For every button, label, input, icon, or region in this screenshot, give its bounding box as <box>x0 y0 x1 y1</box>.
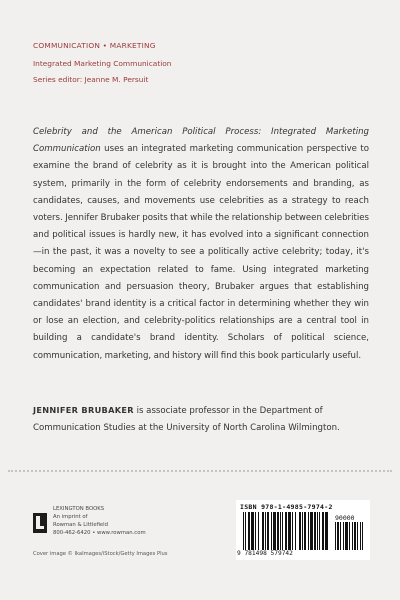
series-name: Integrated Marketing Communication <box>33 59 172 68</box>
author-bio <box>33 402 373 437</box>
publisher-logo-icon <box>33 513 47 533</box>
publisher-info <box>53 505 146 537</box>
series-header <box>33 40 172 85</box>
publisher-contact: 800-462-6420 • www.rowman.com <box>53 530 146 536</box>
book-title: Celebrity and the American Political Process: Integrated Marketing Communication <box>33 127 369 155</box>
ean-digits: 9 781498 579742 <box>237 550 293 557</box>
ean-barcode-icon <box>243 512 331 550</box>
price-code: 90000 <box>335 514 355 522</box>
author-bio-text: is associate professor in the Department of Communication Studies at the University of North Carolina Wilmington. <box>33 406 340 434</box>
isbn-label: ISBN 978-1-4985-7974-2 <box>240 503 333 511</box>
book-description <box>33 124 369 365</box>
cover-credit: Cover image © IkaImages/iStock/Getty Images Plus <box>33 551 168 557</box>
series-editor: Series editor: Jeanne M. Persuit <box>33 75 149 84</box>
publisher-block <box>33 505 193 545</box>
dotted-divider <box>8 470 392 472</box>
author-name: JENNIFER BRUBAKER <box>33 405 134 415</box>
category-label: COMMUNICATION • MARKETING <box>33 41 156 50</box>
isbn-barcode <box>236 500 370 560</box>
publisher-imprint-line1: An imprint of <box>53 514 88 520</box>
publisher-name: LEXINGTON BOOKS <box>53 506 105 512</box>
description-body: uses an integrated marketing communication perspective to examine the brand of celebrity as it is brought into the American political system, primarily in the form of celebrity endorsements and branding, as candidates, causes, and movements use celebrities as a strategy to reach voters. Jennifer Brubaker posits that while the relationship between celebrities and political issues is hardly new, it has evolved into a significant connection—in the past, it was a novelty to see a politically active celebrity; today, it's becoming an expectation related to fame. Using integrated marketing communication and persuasion theory, Brubaker argues that establishing candidates' brand identity is a critical factor in determining whether they win or lose an election, and celebrity-politics relationships are a central tool in building a candidate's brand identity. Scholars of political science, communication, marketing, and history will find this book particularly useful. <box>33 144 369 361</box>
addon-barcode-icon <box>335 522 365 550</box>
publisher-imprint-line2: Rowman & Littlefield <box>53 522 109 528</box>
